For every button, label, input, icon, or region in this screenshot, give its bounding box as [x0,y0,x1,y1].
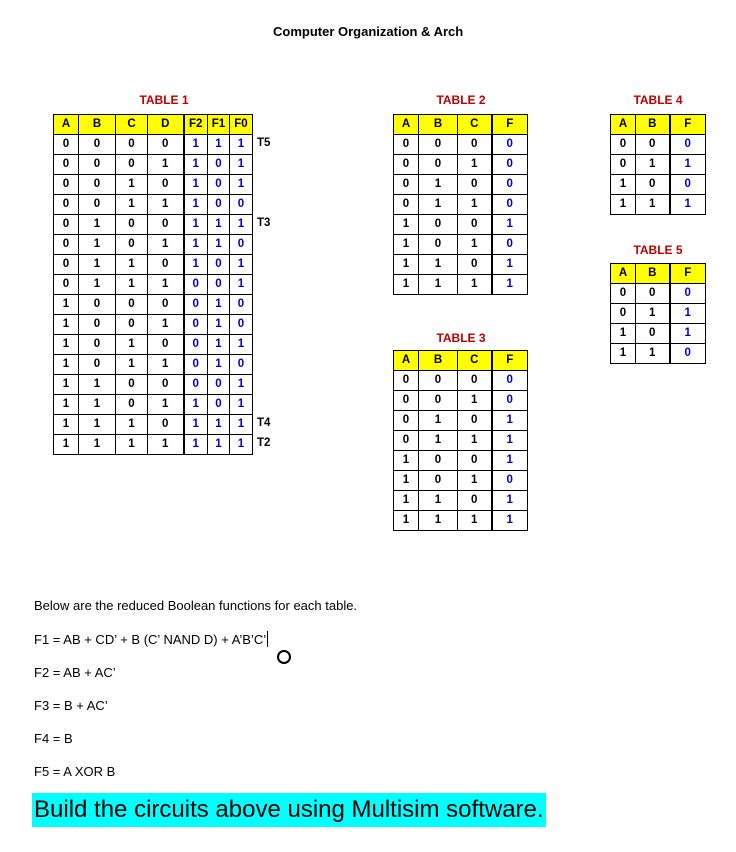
table3-header-b: B [419,351,458,371]
table-cell: 1 [54,295,79,315]
function-f1 [34,631,268,647]
table-cell: 0 [670,284,706,304]
table-cell: 1 [636,304,670,324]
table-cell: 1 [79,415,116,435]
table3-caption: TABLE 3 [436,331,486,345]
table-cell: 1 [230,395,253,415]
table-cell: 1 [79,375,116,395]
table-cell: 1 [54,435,79,455]
table-row [54,315,253,335]
table-cell: 1 [419,491,458,511]
table-cell: 1 [492,431,528,451]
table-row [394,411,528,431]
table5-header-b: B [636,264,670,284]
table-row [394,371,528,391]
table-cell: 1 [54,415,79,435]
table2-caption: TABLE 2 [436,93,486,107]
table1 [53,114,253,455]
table-row [394,195,528,215]
table-cell: 0 [208,175,230,195]
table-cell: 0 [148,415,184,435]
table-cell: 0 [636,175,670,195]
table3-header-f: F [492,351,528,371]
table-cell: 0 [148,215,184,235]
table-cell: 1 [79,435,116,455]
function-f3: F3 = B + AC’ [34,698,108,713]
table-cell: 1 [611,195,636,215]
table-cell: 1 [208,135,230,155]
table-cell: 1 [116,355,148,375]
table-cell: 1 [230,175,253,195]
table-cell: 0 [419,391,458,411]
table4-header-a: A [611,115,636,135]
table-cell: 1 [184,435,208,455]
table1-header-b: B [79,115,116,135]
table-cell: 1 [116,195,148,215]
table-cell: 0 [394,431,419,451]
table-cell: 0 [492,195,528,215]
table-row [394,235,528,255]
table-cell: 1 [611,324,636,344]
table-cell: 1 [636,344,670,364]
table-cell: 0 [419,235,458,255]
table-cell: 0 [208,255,230,275]
table-cell: 0 [458,135,492,155]
table-cell: 1 [208,235,230,255]
table5-header-a: A [611,264,636,284]
table-cell: 1 [184,415,208,435]
table-cell: 1 [148,435,184,455]
table-cell: 0 [670,135,706,155]
table-row [394,215,528,235]
table-cell: 0 [184,335,208,355]
table-cell: 0 [230,355,253,375]
table-cell: 1 [116,335,148,355]
table-cell: 0 [184,275,208,295]
table-cell: 1 [79,395,116,415]
table-cell: 0 [492,235,528,255]
table-cell: 1 [492,215,528,235]
table-cell: 1 [230,415,253,435]
table-cell: 1 [79,235,116,255]
table-cell: 0 [79,175,116,195]
table-cell: 1 [458,431,492,451]
table-cell: 1 [116,175,148,195]
table-row [54,235,253,255]
table-cell: 1 [79,275,116,295]
table-cell: 1 [148,355,184,375]
table-cell: 1 [492,411,528,431]
document-title: Computer Organization & Arch [273,24,464,39]
table2-header-b: B [419,115,458,135]
table-cell: 1 [54,395,79,415]
table-cell: 0 [184,355,208,375]
instruction-banner: Build the circuits above using Multisim software. [32,793,546,827]
table-cell: 1 [230,215,253,235]
table-cell: 0 [148,175,184,195]
table-row [54,135,253,155]
function-f2: F2 = AB + AC’ [34,665,116,680]
table-cell: 1 [54,335,79,355]
table-cell: 0 [79,195,116,215]
table-cell: 1 [458,471,492,491]
table-cell: 1 [394,491,419,511]
table-cell: 1 [79,255,116,275]
table-cell: 1 [230,155,253,175]
table-row [611,304,706,324]
table-cell: 1 [184,175,208,195]
table-cell: 1 [79,215,116,235]
table-cell: 0 [79,355,116,375]
table-cell: 1 [419,411,458,431]
table-cell: 1 [458,391,492,411]
table-cell: 1 [230,375,253,395]
table-cell: 1 [419,511,458,531]
table1-caption: TABLE 1 [139,93,189,107]
table-cell: 0 [419,155,458,175]
table-cell: 1 [208,215,230,235]
table-row [54,295,253,315]
table-cell: 0 [492,471,528,491]
table3-header-a: A [394,351,419,371]
table-cell: 1 [54,355,79,375]
table4 [610,114,706,215]
table-cell: 1 [419,195,458,215]
table-cell: 1 [208,295,230,315]
table-cell: 1 [208,415,230,435]
table-cell: 0 [492,135,528,155]
table-cell: 0 [116,295,148,315]
table-cell: 0 [394,175,419,195]
table-cell: 0 [611,284,636,304]
table-cell: 1 [458,275,492,295]
table5-caption: TABLE 5 [633,243,683,257]
table-cell: 0 [148,295,184,315]
function-f5: F5 = A XOR B [34,764,116,779]
table-cell: 0 [54,135,79,155]
table-cell: 1 [230,275,253,295]
table-cell: 0 [394,195,419,215]
table-row [394,155,528,175]
table-cell: 0 [230,235,253,255]
table1-header-f0: F0 [230,115,253,135]
table-cell: 1 [208,315,230,335]
table-cell: 1 [54,315,79,335]
table-row [394,451,528,471]
text-cursor [267,631,268,647]
table-row [394,491,528,511]
table-cell: 0 [458,491,492,511]
table-cell: 1 [148,195,184,215]
table-cell: 1 [148,395,184,415]
table1-header-f2: F2 [184,115,208,135]
table5-header-f: F [670,264,706,284]
table-cell: 1 [184,235,208,255]
table-cell: 1 [184,215,208,235]
table-cell: 0 [54,235,79,255]
table-cell: 0 [54,155,79,175]
table-cell: 1 [208,335,230,355]
table-cell: 0 [208,375,230,395]
table-cell: 0 [636,324,670,344]
table-cell: 1 [419,255,458,275]
table-cell: 0 [116,315,148,335]
table-cell: 0 [458,175,492,195]
table-cell: 1 [116,435,148,455]
table-cell: 0 [184,315,208,335]
table-cell: 1 [394,215,419,235]
table-cell: 1 [184,135,208,155]
table-cell: 0 [208,275,230,295]
table-cell: 1 [492,275,528,295]
table-cell: 0 [419,215,458,235]
table-cell: 0 [636,284,670,304]
table-cell: 1 [394,471,419,491]
table1-header-f1: F1 [208,115,230,135]
table-cell: 0 [458,451,492,471]
table-cell: 1 [670,324,706,344]
table-cell: 0 [54,195,79,215]
row-label-t5: T5 [257,137,271,149]
table-cell: 0 [394,371,419,391]
table-cell: 1 [670,155,706,175]
table-cell: 1 [611,344,636,364]
table-row [611,175,706,195]
table-cell: 0 [492,371,528,391]
table-cell: 0 [116,235,148,255]
table-cell: 0 [492,391,528,411]
table-cell: 1 [184,255,208,275]
table-cell: 1 [208,355,230,375]
table-row [394,255,528,275]
table3-header-c: C [458,351,492,371]
table-cell: 0 [148,375,184,395]
table-cell: 1 [458,195,492,215]
table-row [394,511,528,531]
table-row [54,155,253,175]
table4-header-f: F [670,115,706,135]
table-cell: 1 [458,235,492,255]
table-cell: 1 [394,255,419,275]
table4-header-b: B [636,115,670,135]
table-cell: 0 [116,135,148,155]
table-cell: 0 [79,155,116,175]
table-cell: 1 [419,175,458,195]
table2 [393,114,528,295]
table1-header-d: D [148,115,184,135]
function-f4: F4 = B [34,731,73,746]
table-cell: 1 [394,511,419,531]
table-cell: 1 [230,335,253,355]
table-cell: 0 [419,135,458,155]
table-row [54,435,253,455]
table-cell: 1 [230,255,253,275]
table-row [54,175,253,195]
table-row [394,135,528,155]
table-cell: 0 [636,135,670,155]
table-cell: 0 [148,255,184,275]
table-cell: 0 [458,215,492,235]
table-cell: 0 [458,371,492,391]
row-label-t4: T4 [257,417,271,429]
table-row [54,255,253,275]
table2-header-f: F [492,115,528,135]
table-cell: 0 [208,155,230,175]
table-row [394,275,528,295]
table-cell: 0 [230,295,253,315]
table-cell: 0 [419,371,458,391]
table-cell: 0 [116,215,148,235]
table-cell: 0 [394,391,419,411]
table-cell: 0 [54,215,79,235]
rotation-handle-icon[interactable] [277,650,291,664]
intro-text: Below are the reduced Boolean functions for each table. [34,598,358,613]
table-row [394,175,528,195]
table-row [611,135,706,155]
table-row [54,335,253,355]
table-cell: 1 [148,315,184,335]
row-label-t3: T3 [257,217,271,229]
table-row [611,155,706,175]
table-cell: 0 [54,275,79,295]
table-cell: 1 [492,255,528,275]
table-cell: 0 [394,155,419,175]
table-cell: 0 [458,411,492,431]
table-cell: 1 [492,491,528,511]
table-cell: 0 [670,344,706,364]
table-cell: 0 [419,451,458,471]
table2-header-a: A [394,115,419,135]
table-cell: 1 [184,155,208,175]
table-row [54,395,253,415]
table-cell: 0 [184,295,208,315]
table5 [610,263,706,364]
table-cell: 1 [148,235,184,255]
table-row [611,344,706,364]
table-cell: 1 [636,155,670,175]
table-cell: 1 [458,155,492,175]
table-cell: 1 [636,195,670,215]
table-cell: 0 [54,255,79,275]
table-cell: 0 [79,135,116,155]
table-cell: 0 [208,195,230,215]
table-row [54,415,253,435]
table-cell: 1 [394,235,419,255]
table-cell: 0 [148,135,184,155]
table-cell: 0 [54,175,79,195]
table-cell: 1 [670,304,706,324]
table-cell: 0 [79,335,116,355]
table-row [394,471,528,491]
table-cell: 1 [394,275,419,295]
table-cell: 0 [116,155,148,175]
table-row [54,355,253,375]
table-cell: 0 [611,304,636,324]
table-row [611,195,706,215]
function-f1-text: F1 = AB + CD’ + B (C’ NAND D) + A’B’C’ [34,632,267,647]
table-row [611,284,706,304]
table1-header-c: C [116,115,148,135]
table-row [54,215,253,235]
table-cell: 0 [184,375,208,395]
table-cell: 1 [419,275,458,295]
table-cell: 1 [184,395,208,415]
table-cell: 0 [492,175,528,195]
table-cell: 0 [394,135,419,155]
table-cell: 0 [116,395,148,415]
row-label-t2: T2 [257,437,271,449]
table-cell: 1 [670,195,706,215]
table-cell: 1 [394,451,419,471]
table-cell: 1 [419,431,458,451]
table-row [394,391,528,411]
table-cell: 0 [670,175,706,195]
table-cell: 1 [611,175,636,195]
table-cell: 0 [230,315,253,335]
table-cell: 1 [492,451,528,471]
table-cell: 1 [230,135,253,155]
table-row [54,195,253,215]
table4-caption: TABLE 4 [633,93,683,107]
table-cell: 1 [148,155,184,175]
table1-header-a: A [54,115,79,135]
table-cell: 1 [116,275,148,295]
table-cell: 1 [148,275,184,295]
table-row [611,324,706,344]
table-cell: 1 [208,435,230,455]
table-cell: 1 [116,415,148,435]
table-cell: 0 [208,395,230,415]
table-cell: 0 [611,135,636,155]
table-cell: 0 [79,295,116,315]
table-cell: 0 [458,255,492,275]
table-cell: 1 [492,511,528,531]
table-row [394,431,528,451]
table-cell: 0 [611,155,636,175]
table-cell: 1 [230,435,253,455]
table-row [54,375,253,395]
table-cell: 0 [394,411,419,431]
table-cell: 0 [492,155,528,175]
table-cell: 0 [116,375,148,395]
table-row [54,275,253,295]
table2-header-c: C [458,115,492,135]
table-cell: 0 [419,471,458,491]
table-cell: 1 [458,511,492,531]
table-cell: 0 [148,335,184,355]
table-cell: 1 [54,375,79,395]
table-cell: 0 [230,195,253,215]
table-cell: 1 [116,255,148,275]
table3 [393,350,528,531]
table-cell: 1 [184,195,208,215]
table-cell: 0 [79,315,116,335]
